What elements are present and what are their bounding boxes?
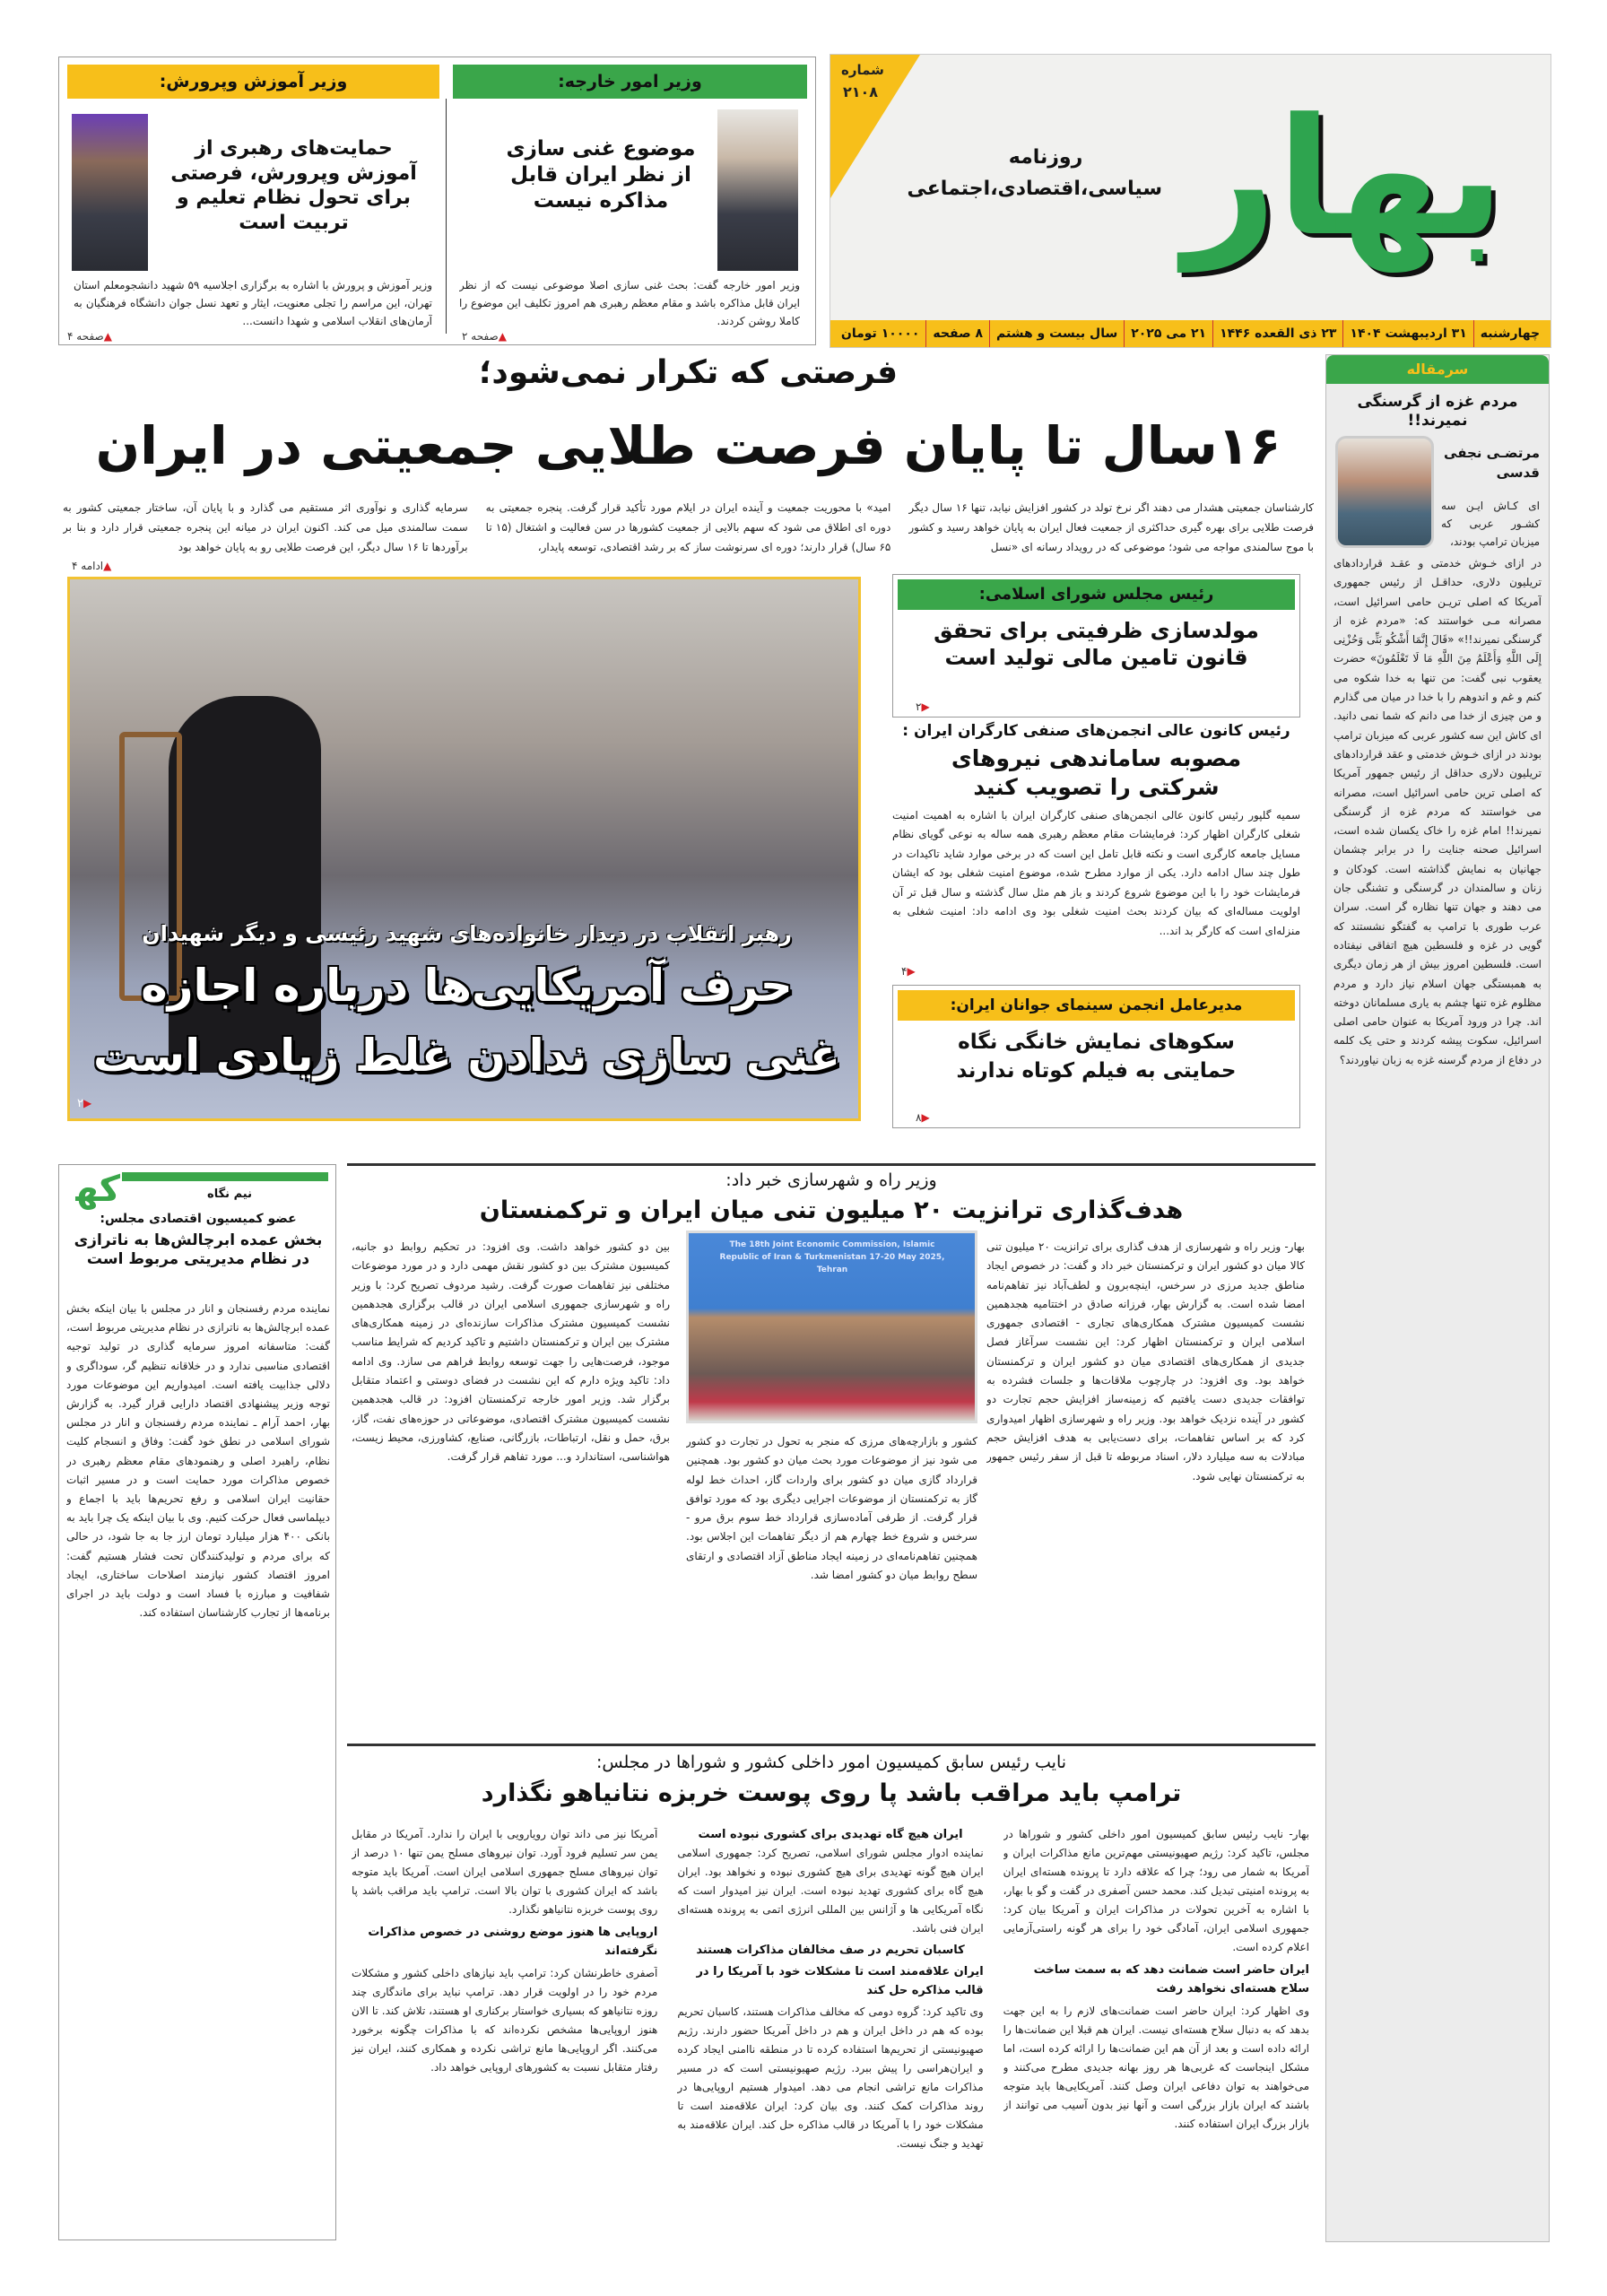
nim-negah-kicker: عضو کمیسیون اقتصادی مجلس: xyxy=(100,1212,297,1226)
teaser-photo xyxy=(717,109,798,271)
side-story-cinema[interactable] xyxy=(892,985,1300,1128)
dateline-gregorian: ۲۱ می ۲۰۲۵ xyxy=(1124,320,1212,347)
logo: بهار xyxy=(1184,84,1505,272)
side-kicker: رئیس کانون عالی انجمن‌های صنفی کارگران ایران : xyxy=(902,722,1290,740)
editorial-author: مرتضـی نجفی قدسی xyxy=(1444,445,1540,481)
teaser-ref xyxy=(67,330,112,343)
lead-column: امید» با محوریت جمعیت و آینده ایران در ایلام مورد تأکید قرار گرفت. پنجره جمعیتی به دوره ای اطلاق می شود که سهم بالایی از جمعیت کشورها در سن فعالیت و اشتغال (۱۵ تا ۶۵ سال) قرار دارند؛ دوره ای سرنوشت ساز که بر رشد اقتصادی، توسعه پایدار، xyxy=(485,501,891,553)
nim-negah-body: نماینده مردم رفسنجان و انار در مجلس با بیان اینکه بخش عمده ابرچالش‌ها به ناترازی در نظام مدیریتی مربوط است، گفت: متاسفانه امروز سرمایه گذاری در تولید توجیه اقتصادی مناسبی ندارد و در خلاقانه تنظیم گر، سوداگری و دلالی جذابیت یافته است. امیدواریم این موضوعات مورد توجه وزیر پیشنهادی اقتصاد دارایی قرار گیرد. به گزارش بهار، احمد آرام ـ نماینده مردم رفسنجان و انار در مجلس شورای اسلامی در نطق خود گفت: وفاق و انسجام کلیت نظام، راهبرد اصلی و رهنمودهای مقام معظم رهبری در خصوص مذاکرات مورد حمایت است و در مسیر اثبات حقانیت ایران اسلامی و رفع تحریم‌ها باید با اجماع و دیپلماسی فعال حرکت کنیم. وی با بیان اینکه یک چرا باید به بانکی ۴۰۰ هزار میلیارد تومان ارز جا به جا شود، در حالی که برای مردم و تولیدکنندگان تحت فشار هستیم گفت: امروز اقتصاد کشور نیازمند اصلاحات ساختاری، ایجاد شفافیت و مبارزه با فساد است و دولت باید در اجرای برنامه‌ها از تجارب کارشناسان استفاده کند. xyxy=(66,1302,330,1620)
editorial-body: در ازای خـوش خدمتی و عقـد قراردادهای تریلیون دلاری، حداقـل از رئیس جمهوری آمریکا که اصلی تریـن حامی اسرائیل است، مصرانه مـی خواستند که: «مردم غزه از گرسنگی نمیرند!!» «قَالَ إِنَّمَا أَشْکُو بَثِّی وَحُزْنِی إِلَى اللَّهِ وَأَعْلَمُ مِنَ اللَّهِ مَا لَا تَعْلَمُونَ» حضرت یعقوب نبی گفت: من تنها به خدا شکوه می کنم و غم و اندوهم را با خدا در میان می گذارم و من چیزی از خدا می دانم که شما نمی دانید. ای کاش این سه کشور عربی که میزبان ترامپ بودند در ازای خـوش خدمتی و عقد قراردادهای تریلیون دلاری حداقل از رئیس جمهور آمریکا که اصلی ترین حامی اسرائیل است، مصرانه می خواستند که مردم غزه از گرسنگی نمیرند!! امام غزه را خاک یکسان شده است، اسرائیل صحنه جنایت را در برابر چشمان جهانیان به نمایش گذاشته است. کودکان و زنان و سالمندان در گرسنگی و تشنگی جان می دهند و جهان تنها نظاره گر است. سران عرب طوری با ترامپ به گفتگو نشستند که گویی در غزه و فلسطین هیچ اتفاقی نیفتاده است. فلسطین امروز بیش از هر زمان دیگری به همبستگی جهان اسلام نیاز دارد و مردم مظلوم غزه تنها چشم به یاری مسلمانان دوخته اند. چرا در ورود آمریکا به عنوان حامی اصلی اسرائیل، سکوت پیشه کردند و حتی یک کلمه در دفاع از مردم گرسنه غزه به زبان نیاوردند؟ xyxy=(1333,557,1542,1066)
photo-ref-page: ۲ xyxy=(77,1097,83,1110)
trump-paragraph: نماینده ادوار مجلس شورای اسلامی، تصریح کرد: جمهوری اسلامی ایران هیچ گونه تهدیدی برای هیچ کشوری نبوده و نخواهد بود. ایران هیچ گاه برای کشوری تهدید نبوده است. ایران نیز امیدوار است که نگاه آمریکایی ها و آژانس بین المللی انرژی اتمی به پرونده هسته‌ای ایران فنی باشد. xyxy=(677,1847,984,1935)
teaser-foreign-minister[interactable] xyxy=(453,65,807,343)
trump-paragraph: آصفری خاطرنشان کرد: ترامپ باید نیازهای داخلی کشور و مشکلات مردم خود را در اولویت قرار دهد. ترامپ نباید برای ماندگاری چند روزه نتانیاهو که بسیاری خواستار برکناری او هستند، تلاش کند. تا الان هنوز اروپایی‌ها مشخص نکرده‌اند که با مذاکرات چگونه برخورد می‌کنند. اگر اروپایی‌ها مانع تراشی نکرده و همکاری کنند، ایران نیز رفتار متقابل نسبت به کشورهای اروپایی خواهد داد. xyxy=(352,1967,658,2074)
lead-columns xyxy=(63,498,1314,559)
lead-column: سرمایه گذاری و نوآوری اثر مستقیم می گذارد و با پایان آن، ساختار جمعیتی کشور به سمت سالمندی میل می کند. اکنون ایران در میانه این پنجره جمعیتی قرار دارد و بنا بر برآوردها تا ۱۶ سال دیگر، این فرصت طلایی رو به پایان خواهد بود xyxy=(62,501,468,553)
side-headline: مصوبه ساماندهی نیروهای شرکتی را تصویب کنید xyxy=(951,745,1242,800)
trump-subhead: ایران حاضر است ضمانت دهد که به سمت ساخت سلاح هسته‌ای نخواهد رفت xyxy=(1033,1963,1309,1996)
side-kicker: رئیس مجلس شورای اسلامی: xyxy=(898,579,1295,610)
side-body: سمیه گلپور رئیس کانون عالی انجمن‌های صنفی کارگران ایران با اشاره به اهمیت امنیت شغلی کارگران اظهار کرد: فرمایشات مقام معظم رهبری همه ساله به نوعی گویای نظام مسایل جامعه کارگری است و نکته قابل تامل این است که در برخی موارد شاید تاکیدات در طول چند سال ادامه دارد. یکی از موارد مطرح شده، موضوع امنیت شغلی بود که ایشان فرمایشات خود را با این موضوع شروع کردند و باز هم مثل سال گذشته و سال قبل تر آن اولویت مساله‌ای که بیان کردند بحث امنیت شغلی بود وی ادامه داد: امنیت شغلی به منزله‌ای است که کارگر بد اند... xyxy=(892,808,1300,937)
trump-headline[interactable]: ترامپ باید مراقب باشد پا روی پوست خربزه نتانیاهو نگذارد xyxy=(481,1779,1182,1807)
nim-negah-box xyxy=(58,1164,336,2240)
lead-headline[interactable]: ۱۶سال تا پایان فرصت طلایی جمعیتی در ایران xyxy=(95,415,1281,476)
transit-column: کشور و بازارچه‌های مرزی که منجر به تحول در تجارت دو کشور می شود نیز از موضوعات مورد بحث میان دو کشور بود. همچنین قرارداد گازی میان دو کشور برای واردات گاز، احداث خط لوله گاز به ترکمنستان از موضوعات اجرایی دیگری بود که مورد توافق قرار گرفت. از طرفی آماده‌سازی قرارداد خط سوم برق مرو - سرخس و شروع خط چهارم هم از دیگر تفاهمات این اجلاس بود. همچنین تفاهم‌نامه‌ای در زمینه ایجاد مناطق آزاد اقتصادی و ارتقای سطح روابط میان دو کشور امضا شد. xyxy=(686,1435,977,1582)
trump-subhead: ایران هیچ گاه تهدیدی برای کشوری نبوده است xyxy=(698,1828,963,1841)
side-kicker: مدیرعامل انجمن سینمای جوانان ایران: xyxy=(898,990,1295,1021)
editorial-label: سرمقاله xyxy=(1326,355,1549,384)
side-ref-page: ۸ xyxy=(916,1111,922,1124)
issue-number: ۲۱۰۸ xyxy=(843,83,879,100)
dateline-price: ۱۰۰۰۰ تومان xyxy=(840,326,920,341)
teaser-kicker: وزیر امور خارجه: xyxy=(453,65,807,99)
dateline-weekday: چهارشنبه xyxy=(1473,320,1546,347)
page-arrow-icon: ▲ xyxy=(103,560,112,572)
teaser-photo xyxy=(72,114,148,271)
photo-caption-stack xyxy=(79,919,855,1088)
teaser-page: صفحه ۲ xyxy=(462,330,499,343)
main-photo[interactable] xyxy=(67,577,861,1121)
side-headline: مولدسازی ظرفیتی برای تحقق قانون تامین مالی تولید است xyxy=(934,618,1259,670)
side-story-workers[interactable] xyxy=(892,722,1300,978)
lead-column: کارشناسان جمعیتی هشدار می دهند اگر نرخ تولد در کشور افزایش نیابد، تنها ۱۶ سال دیگر فرصت طلایی برای بهره گیری حداکثری از جمعیت فعال ایران به پایان خواهد رسید و کشور با موج سالمندی مواجه می شود؛ موضوعی که در رویداد رسانه ای «نسل xyxy=(908,501,1314,553)
trump-paragraph: آمریکا نیز می داند توان رویارویی با ایران را ندارد. آمریکا در مقابل یمن سر تسلیم فرود آورد. توان نیروهای مسلح یمن تنها ۱۰ درصد از توان نیروهای مسلح جمهوری اسلامی ایران است. آمریکا باید متوجه باشد که ایران کشوری با توان بالا است. ترامپ باید مراقب باشد پا روی پوست خربزه نتانیاهو نگذارد. xyxy=(352,1828,658,1916)
side-ref-page: ۴ xyxy=(901,965,908,978)
teaser-headline: موضوع غنی سازی از نظر ایران قابل مذاکره نیست xyxy=(506,137,696,213)
side-story-parliament[interactable] xyxy=(892,574,1300,718)
teaser-body: وزیر امور خارجه گفت: بحث غنی سازی اصلا موضوعی نیست که از نظر ایران قابل مذاکره باشد و مقام معظم رهبری هم امروز تکلیف این موضوع را کاملا روشن کردند. xyxy=(459,279,800,327)
editorial-headline[interactable]: مردم غزه از گرسنگی نمیرند!! xyxy=(1357,393,1518,430)
side-ref-page: ۲ xyxy=(916,700,922,713)
page-arrow-icon: ▶ xyxy=(907,965,916,978)
page-arrow-icon: ▶ xyxy=(921,1111,930,1124)
author-photo xyxy=(1335,436,1434,548)
trump-subhead: کاسبان تحریم در صف مخالفان مذاکرات هستند xyxy=(696,1944,965,1957)
photo-headline-1[interactable]: حرف آمریکایی‌ها درباره اجازه xyxy=(141,960,793,1012)
dateline-bar xyxy=(830,320,1551,347)
trump-subhead: ایران علاقه‌مند است تا مشکلات خود با آمریکا را در قالب مذاکره حل کند xyxy=(696,1965,984,1997)
dateline-solar: ۳۱ اردیبهشت ۱۴۰۴ xyxy=(1342,320,1472,347)
trump-paragraph: وی تاکید کرد: گروه دومی که مخالف مذاکرات هستند، کاسبان تحریم بوده که هم در داخل ایران و هم در داخل آمریکا حضور دارند. رژیم صهیونیستی از تحریم‌ها استفاده کرده تا در منطقه ناامنی ایجاد کرده و ایران‌هراسی را پیش ببرد. رژیم صهیونیستی است که در مسیر مذاکرات مانع تراشی انجام می دهد. امیدوار هستیم اروپایی‌ها در روند مذاکرات کمک کنند. وی بیان کرد: ایران علاقه‌مند است تا مشکلات خود را با آمریکا در قالب مذاکره حل کند. ایران علاقه‌مند به تهدید و جنگ نیست. xyxy=(677,2005,984,2150)
trump-column xyxy=(677,1825,983,2238)
teaser-headline: حمایت‌های رهبری از آموزش وپرورش، فرصتی برای تحول نظام تعلیم و تربیت است xyxy=(170,137,417,234)
lead-kicker: فرصتی که تکرار نمی‌شود؛ xyxy=(478,354,899,391)
trump-paragraph: بهار- نایب رئیس سابق کمیسیون امور داخلی کشور و شوراها در مجلس، تاکید کرد: رژیم صهیونیستی مهم‌ترین مانع مذاکرات ایران و آمریکا به شمار می رود؛ چرا که علاقه دارد تا پرونده هسته‌ای ایران به پرونده امنیتی تبدیل کند. محمد حسن آصفری در گفت و گو با بهار، با اشاره به آخرین تحولات در مذاکرات ایران و آمریکا بیان کرد: جمهوری اسلامی ایران، آمادگی خود را برای هر گونه راستی‌آزمایی اعلام کرده است. xyxy=(1003,1828,1309,1953)
trump-subhead: اروپایی ها هنوز موضع روشنی در خصوص مذاکرات نگرفته‌اند xyxy=(368,1926,658,1958)
trump-kicker: نایب رئیس سابق کمیسیون امور داخلی کشور و شوراها در مجلس: xyxy=(595,1752,1067,1772)
side-headline: سکوهای نمایش خانگی نگاه حمایتی به فیلم کوتاه ندارند xyxy=(956,1031,1237,1083)
side-ref xyxy=(901,965,916,978)
trump-column xyxy=(352,1825,657,2238)
photo-kicker: رهبر انقلاب در دیدار خانواده‌های شهید رئیسی و دیگر شهیدان xyxy=(142,921,792,946)
issue-label: شماره xyxy=(841,62,884,78)
editorial-column xyxy=(1325,354,1550,2242)
page-arrow-icon: ▶ xyxy=(83,1097,92,1109)
transit-column: بهار- وزیر راه و شهرسازی از هدف گذاری برای ترانزیت ۲۰ میلیون تنی کالا میان دو کشور ایران و ترکمنستان خبر داد و گفت: در خصوص ایجاد مناطق جدید مرزی در سرخس، اینچه‌برون و لطف‌آباد نیز تفاهم‌نامه امضا شده است. به گزارش بهار، فرزانه صادق در اختتامیه هجدهمین نشست کمیسیون مشترک همکاری‌های تجاری - اقتصادی جمهوری اسلامی ایران و ترکمنستان اظهار کرد: این نشست سرآغاز فصل جدیدی از همکاری‌های اقتصادی میان دو کشور ایران و ترکمنستان خواهد بود. وی افزود: در چارچوب ملاقات‌ها و جلسات فشرده به توافقات جدیدی دست یافتیم که زمینه‌ساز افزایش حجم تجارت دو کشور در آینده نزدیک خواهد بود. وزیر راه و شهرسازی اظهار امیدواری کرد که بر اساس تفاهمات، برای دست‌یابی به هدف افزایش حجم مبادلات به سه میلیارد دلار، اسناد مربوطه تا قبل از سفر رئیس جمهور به ترکمنستان نهایی شود. xyxy=(986,1240,1305,1483)
teaser-kicker: وزیر آموزش وپرورش: xyxy=(67,65,439,99)
page-arrow-icon: ▲ xyxy=(103,330,112,343)
trump-column xyxy=(1003,1825,1309,2238)
editorial-intro: ای کـاش ایـن سه کشـور عربی که میزبان ترامپ بودند، xyxy=(1441,500,1540,548)
side-ref xyxy=(916,1111,930,1124)
photo-headline-2[interactable]: غنی سازی ندادن غلط زیادی است xyxy=(92,1030,841,1082)
nim-negah-heading xyxy=(68,1212,328,1269)
teaser-body: وزیر آموزش و پرورش با اشاره به برگزاری اجلاسیه ۵۹ شهید دانشجومعلم استان تهران، این مراسم را تجلی معنویت، ایثار و تعهد نسل جوان دانشگاه فرهنگیان به آرمان‌های انقلاب اسلامی و شهدا دانست... xyxy=(74,279,432,327)
lead-continue[interactable] xyxy=(72,560,111,573)
teaser-page: صفحه ۴ xyxy=(67,330,104,343)
nim-negah-headline[interactable]: بخش عمده ابرچالش‌ها به ناترازی در نظام مدیریتی مربوط است xyxy=(74,1231,323,1268)
page-arrow-icon: ▲ xyxy=(498,330,507,343)
nim-negah-label: نیم نگاه xyxy=(207,1187,252,1201)
section-rule xyxy=(347,1744,1316,1746)
tagline-2: سیاسی،اقتصادی،اجتماعی xyxy=(907,178,1162,200)
photo-ref xyxy=(77,1096,91,1111)
page-arrow-icon: ▶ xyxy=(921,700,930,713)
teaser-education-minister[interactable] xyxy=(67,65,439,343)
dateline-lunar: ۲۳ ذی القعده ۱۴۴۶ xyxy=(1212,320,1342,347)
transit-photo[interactable] xyxy=(686,1231,977,1423)
section-rule xyxy=(347,1163,1316,1166)
trump-paragraph: وی اظهار کرد: ایران حاضر است ضمانت‌های لازم را به این جهت بدهد که به دنبال سلاح هسته‌ای نیست. ایران هم قبلا این ضمانت‌ها را ارائه داده است و بعد از آن هم این ضمانت‌ها را ارائه کرده است، اما مشکل اینجاست که غربی‌ها هر روز بهانه جدیدی مطرح می‌کنند و می‌خواهند به توان دفاعی ایران وصل کنند. آمریکایی‌ها باید متوجه باشند که ایران بازار بزرگی است و آنها نیز بدون آسیب می توانند از بازار بزرگ ایران استفاده کنند. xyxy=(1003,2005,1309,2130)
dateline-year: سال بیست و هشتم xyxy=(989,320,1124,347)
transit-kicker: وزیر راه و شهرسازی خبر داد: xyxy=(725,1170,937,1190)
nim-negah-bar xyxy=(122,1172,328,1181)
transit-headline[interactable]: هدف‌گذاری ترانزیت ۲۰ میلیون تنی میان ایران و ترکمنستان xyxy=(479,1196,1184,1224)
transit-column: بین دو کشور خواهد داشت. وی افزود: در تحکیم روابط دو جانبه، کمیسیون مشترک بین دو کشور نقش مهمی دارد و در مورد موضوعات مختلفی نیز تفاهمات صورت گرفت. رشید مردوف تصریح کرد: با وزیر راه و شهرسازی جمهوری اسلامی ایران در قالب برگزاری هجدهمین نشست کمیسیون مشترک مذاکرات سازنده‌ای در زمینه همکاری‌های مشترک بین ایران و ترکمنستان داشتیم و تاکید کردیم که شرایط مناسب موجود، فرصت‌هایی را جهت توسعه روابط فراهم می سازد. وی ادامه داد: تاکید ویژه دارم که این نشست در فضای دوستی و اعتماد متقابل برگزار شد. وزیر امور خارجه ترکمنستان افزود: در قالب هجدهمین نشست کمیسیون مشترک اقتصادی، موضوعاتی در حوزه‌های نفت، گاز، برق، حمل و نقل، ارتباطات، بازرگانی، صنایع، کشاورزی، محیط زیست، هواشناسی، استاندارد و... مورد تفاهم قرار گرفت. xyxy=(352,1240,670,1464)
leaf-logo-icon: ﮐﻬ xyxy=(75,1169,120,1210)
photo-banner-text: The 18th Joint Economic Commission, Islamic Republic of Iran & Turkmenistan 17-20 May 2025, Tehran xyxy=(719,1240,945,1274)
trump-columns xyxy=(352,1825,1309,2238)
teaser-divider xyxy=(446,99,447,334)
teaser-ref xyxy=(462,330,507,343)
tagline-1: روزنامه xyxy=(1008,146,1083,169)
lead-continue-label: ادامه ۴ xyxy=(72,560,104,572)
dateline-pages: ۸ صفحه xyxy=(925,320,989,347)
masthead xyxy=(830,54,1551,348)
side-ref xyxy=(916,700,930,713)
